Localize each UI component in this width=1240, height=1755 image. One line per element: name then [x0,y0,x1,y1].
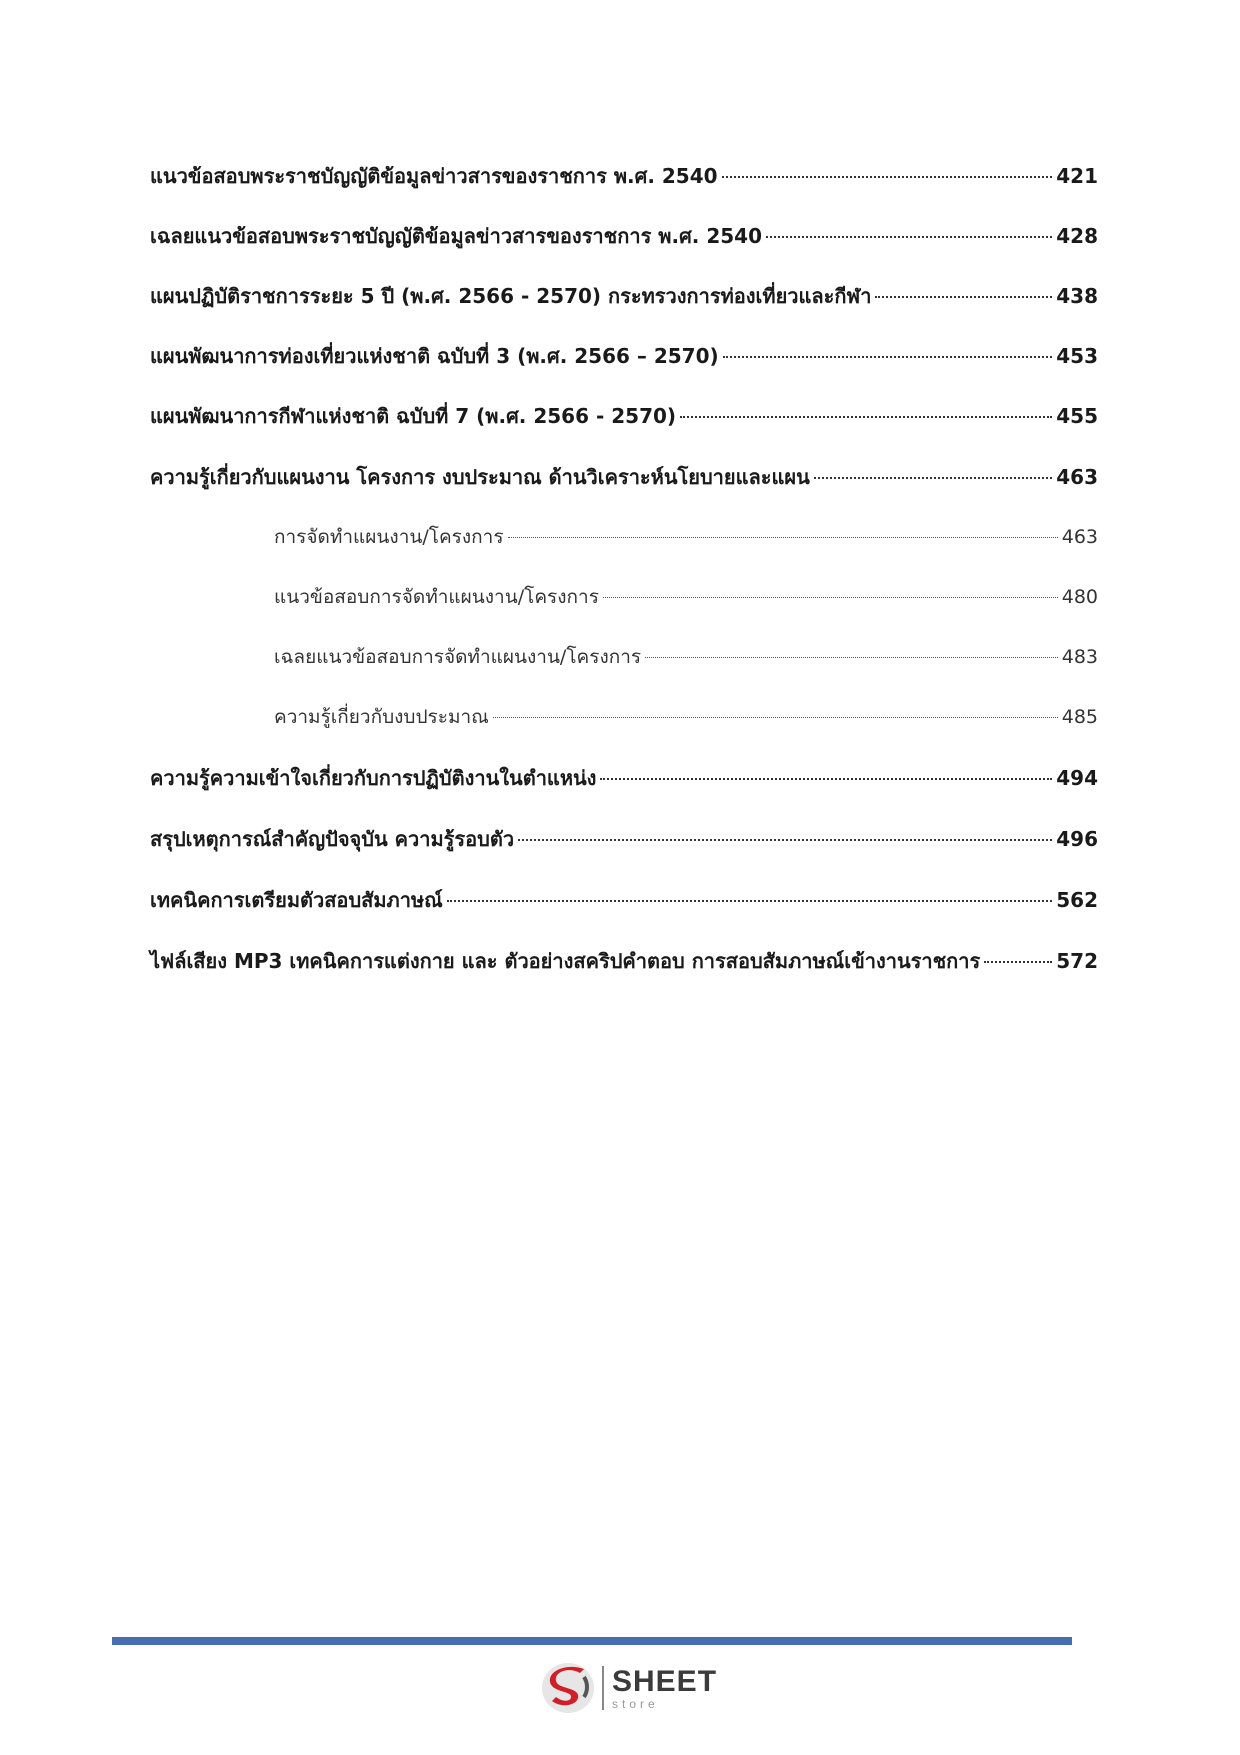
dot-leader [814,477,1052,479]
toc-entry-page: 438 [1056,284,1098,308]
toc-entry-title: การจัดทำแผนงาน/โครงการ [274,526,504,548]
toc-entry[interactable] [150,884,1098,916]
dot-leader [518,839,1052,841]
toc-entry-title: ไฟล์เสียง MP3 เทคนิคการแต่งกาย และ ตัวอย่างสคริปคำตอบ การสอบสัมภาษณ์เข้างานราชการ [150,949,981,973]
toc-entry-page: 562 [1056,888,1098,912]
dot-leader [766,236,1052,238]
toc-entry[interactable] [150,823,1098,855]
toc-entry[interactable] [150,461,1098,493]
logo-text [612,1664,718,1711]
toc-entry-title: เฉลยแนวข้อสอบการจัดทำแผนงาน/โครงการ [274,646,642,668]
toc-entry[interactable] [150,340,1098,372]
dot-leader [875,296,1052,298]
dot-leader [680,416,1052,418]
toc-subentry[interactable] [150,642,1098,672]
toc-entry-title: แผนพัฒนาการท่องเที่ยวแห่งชาติ ฉบับที่ 3 (พ.ศ. 2566 – 2570) [150,344,719,368]
toc-entry-title: แนวข้อสอบการจัดทำแผนงาน/โครงการ [274,586,599,608]
dot-leader [984,961,1052,963]
toc-entry-title: ความรู้ความเข้าใจเกี่ยวกับการปฏิบัติงานในตำแหน่ง [150,766,597,790]
toc-subentry[interactable] [150,522,1098,552]
toc-entry[interactable] [150,160,1098,192]
dot-leader [722,176,1053,178]
dot-leader [723,356,1053,358]
toc-entry[interactable] [150,762,1098,794]
toc-entry-page: 494 [1056,766,1098,790]
dot-leader [600,778,1052,780]
toc-entry-title: เฉลยแนวข้อสอบพระราชบัญญัติข้อมูลข่าวสารของราชการ พ.ศ. 2540 [150,224,762,248]
logo-subtext: store [612,1696,659,1711]
toc-entry-page: 485 [1061,706,1098,728]
toc-entry-page: 496 [1056,827,1098,851]
toc-entry-title: ความรู้เกี่ยวกับงบประมาณ [274,706,489,728]
logo-divider [602,1666,604,1710]
toc-entry[interactable] [150,945,1098,977]
toc-entry-title: แผนพัฒนาการกีฬาแห่งชาติ ฉบับที่ 7 (พ.ศ. 2566 - 2570) [150,404,677,428]
toc-subentry[interactable] [150,702,1098,732]
toc-entry-title: เทคนิคการเตรียมตัวสอบสัมภาษณ์ [150,888,443,912]
dot-leader [508,537,1058,538]
dot-leader [493,717,1058,718]
dot-leader [603,597,1058,598]
toc-entry-page: 421 [1056,164,1098,188]
toc-entry-page: 453 [1056,344,1098,368]
toc-entry-title: สรุปเหตุการณ์สำคัญปัจจุบัน ความรู้รอบตัว [150,827,515,851]
toc-entry[interactable] [150,280,1098,312]
toc-entry[interactable] [150,400,1098,432]
toc-entry-page: 480 [1061,586,1098,608]
sheet-store-logo-icon [540,1661,596,1715]
dot-leader [645,657,1058,658]
toc-entry-page: 483 [1061,646,1098,668]
toc-entry-page: 463 [1056,465,1098,489]
toc-entry-page: 463 [1061,526,1098,548]
dot-leader [447,900,1053,902]
logo-word: SHEET [612,1664,718,1698]
toc-entry-title: แนวข้อสอบพระราชบัญญัติข้อมูลข่าวสารของราชการ พ.ศ. 2540 [150,164,718,188]
toc-subentry[interactable] [150,582,1098,612]
toc-entry-page: 455 [1056,404,1098,428]
toc-entry-page: 428 [1056,224,1098,248]
toc-entry-page: 572 [1056,949,1098,973]
footer-rule [112,1637,1072,1645]
toc-entry-title: แผนปฏิบัติราชการระยะ 5 ปี (พ.ศ. 2566 - 2570) กระทรวงการท่องเที่ยวและกีฬา [150,284,872,308]
sheet-store-logo [540,1661,720,1715]
toc-entry-title: ความรู้เกี่ยวกับแผนงาน โครงการ งบประมาณ ด้านวิเคราะห์นโยบายและแผน [150,465,810,489]
toc-entry[interactable] [150,220,1098,252]
